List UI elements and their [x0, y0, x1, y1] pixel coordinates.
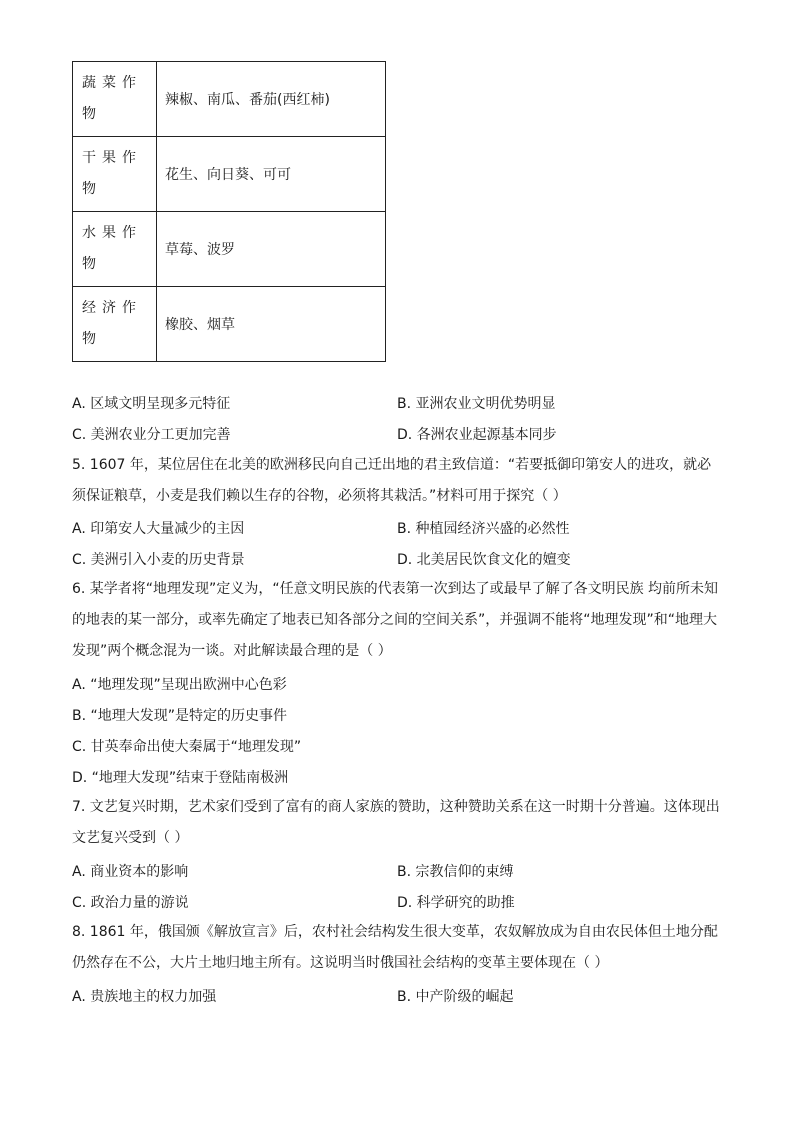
table-row [73, 137, 386, 212]
q6-option-d: D. “地理大发现”结束于登陆南极洲 [72, 770, 289, 786]
table-cell-items: 草莓、波罗 [157, 212, 386, 287]
q4-option-c: C. 美洲农业分工更加完善 [72, 427, 231, 443]
table-cell-category: 水果作物 [73, 212, 157, 287]
q4-option-b: B. 亚洲农业文明优势明显 [397, 396, 556, 412]
q7-stem: 7. 文艺复兴时期，艺术家们受到了富有的商人家族的赞助，这种赞助关系在这一时期十分普遍。这体现出文艺复兴受到（ ） [72, 799, 720, 846]
q7-option-b: B. 宗教信仰的束缚 [397, 864, 514, 880]
table-row [73, 62, 386, 137]
q5-option-b: B. 种植园经济兴盛的必然性 [397, 521, 570, 537]
table-row [73, 212, 386, 287]
q5-option-d: D. 北美居民饮食文化的嬗变 [397, 552, 571, 568]
table-cell-category: 经济作物 [73, 287, 157, 362]
q5-option-a: A. 印第安人大量减少的主因 [72, 521, 245, 537]
table-cell-items: 辣椒、南瓜、番茄(西红柿) [157, 62, 386, 137]
q4-option-a: A. 区域文明呈现多元特征 [72, 396, 231, 412]
crops-table [72, 61, 386, 362]
table-cell-category: 干果作物 [73, 137, 157, 212]
q4-option-d: D. 各洲农业起源基本同步 [397, 427, 557, 443]
q5-option-c: C. 美洲引入小麦的历史背景 [72, 552, 245, 568]
table-cell-items: 花生、向日葵、可可 [157, 137, 386, 212]
q6-option-a: A. “地理发现”呈现出欧洲中心色彩 [72, 677, 287, 693]
q8-option-a: A. 贵族地主的权力加强 [72, 989, 217, 1005]
table-row [73, 287, 386, 362]
q7-option-a: A. 商业资本的影响 [72, 864, 189, 880]
q8-stem: 8. 1861 年，俄国颁《解放宣言》后，农村社会结构发生很大变革，农奴解放成为自由农民体但土地分配仍然存在不公，大片土地归地主所有。这说明当时俄国社会结构的变革主要体现在（ ） [72, 924, 718, 971]
q6-option-c: C. 甘英奉命出使大秦属于“地理发现” [72, 739, 302, 755]
q7-option-d: D. 科学研究的助推 [397, 895, 515, 911]
q7-option-c: C. 政治力量的游说 [72, 895, 189, 911]
table-cell-items: 橡胶、烟草 [157, 287, 386, 362]
table-cell-category: 蔬菜作物 [73, 62, 157, 137]
q5-stem: 5. 1607 年，某位居住在北美的欧洲移民向自己迁出地的君主致信道：“若要抵御印第安人的进攻，就必须保证粮草，小麦是我们赖以生存的谷物，必须将其栽活。”材料可用于探究（ ） [72, 457, 712, 504]
q8-option-b: B. 中产阶级的崛起 [397, 989, 514, 1005]
q6-stem: 6. 某学者将“地理发现”定义为，“任意文明民族的代表第一次到达了或最早了解了各文明民族 均前所未知的地表的某一部分，或率先确定了地表已知各部分之间的空间关系”，并强调不能将“地理发现”和“地理大发现”两个概念混为一谈。对此解读最合理的是（ ） [72, 581, 719, 659]
q6-option-b: B. “地理大发现”是特定的历史事件 [72, 708, 288, 724]
